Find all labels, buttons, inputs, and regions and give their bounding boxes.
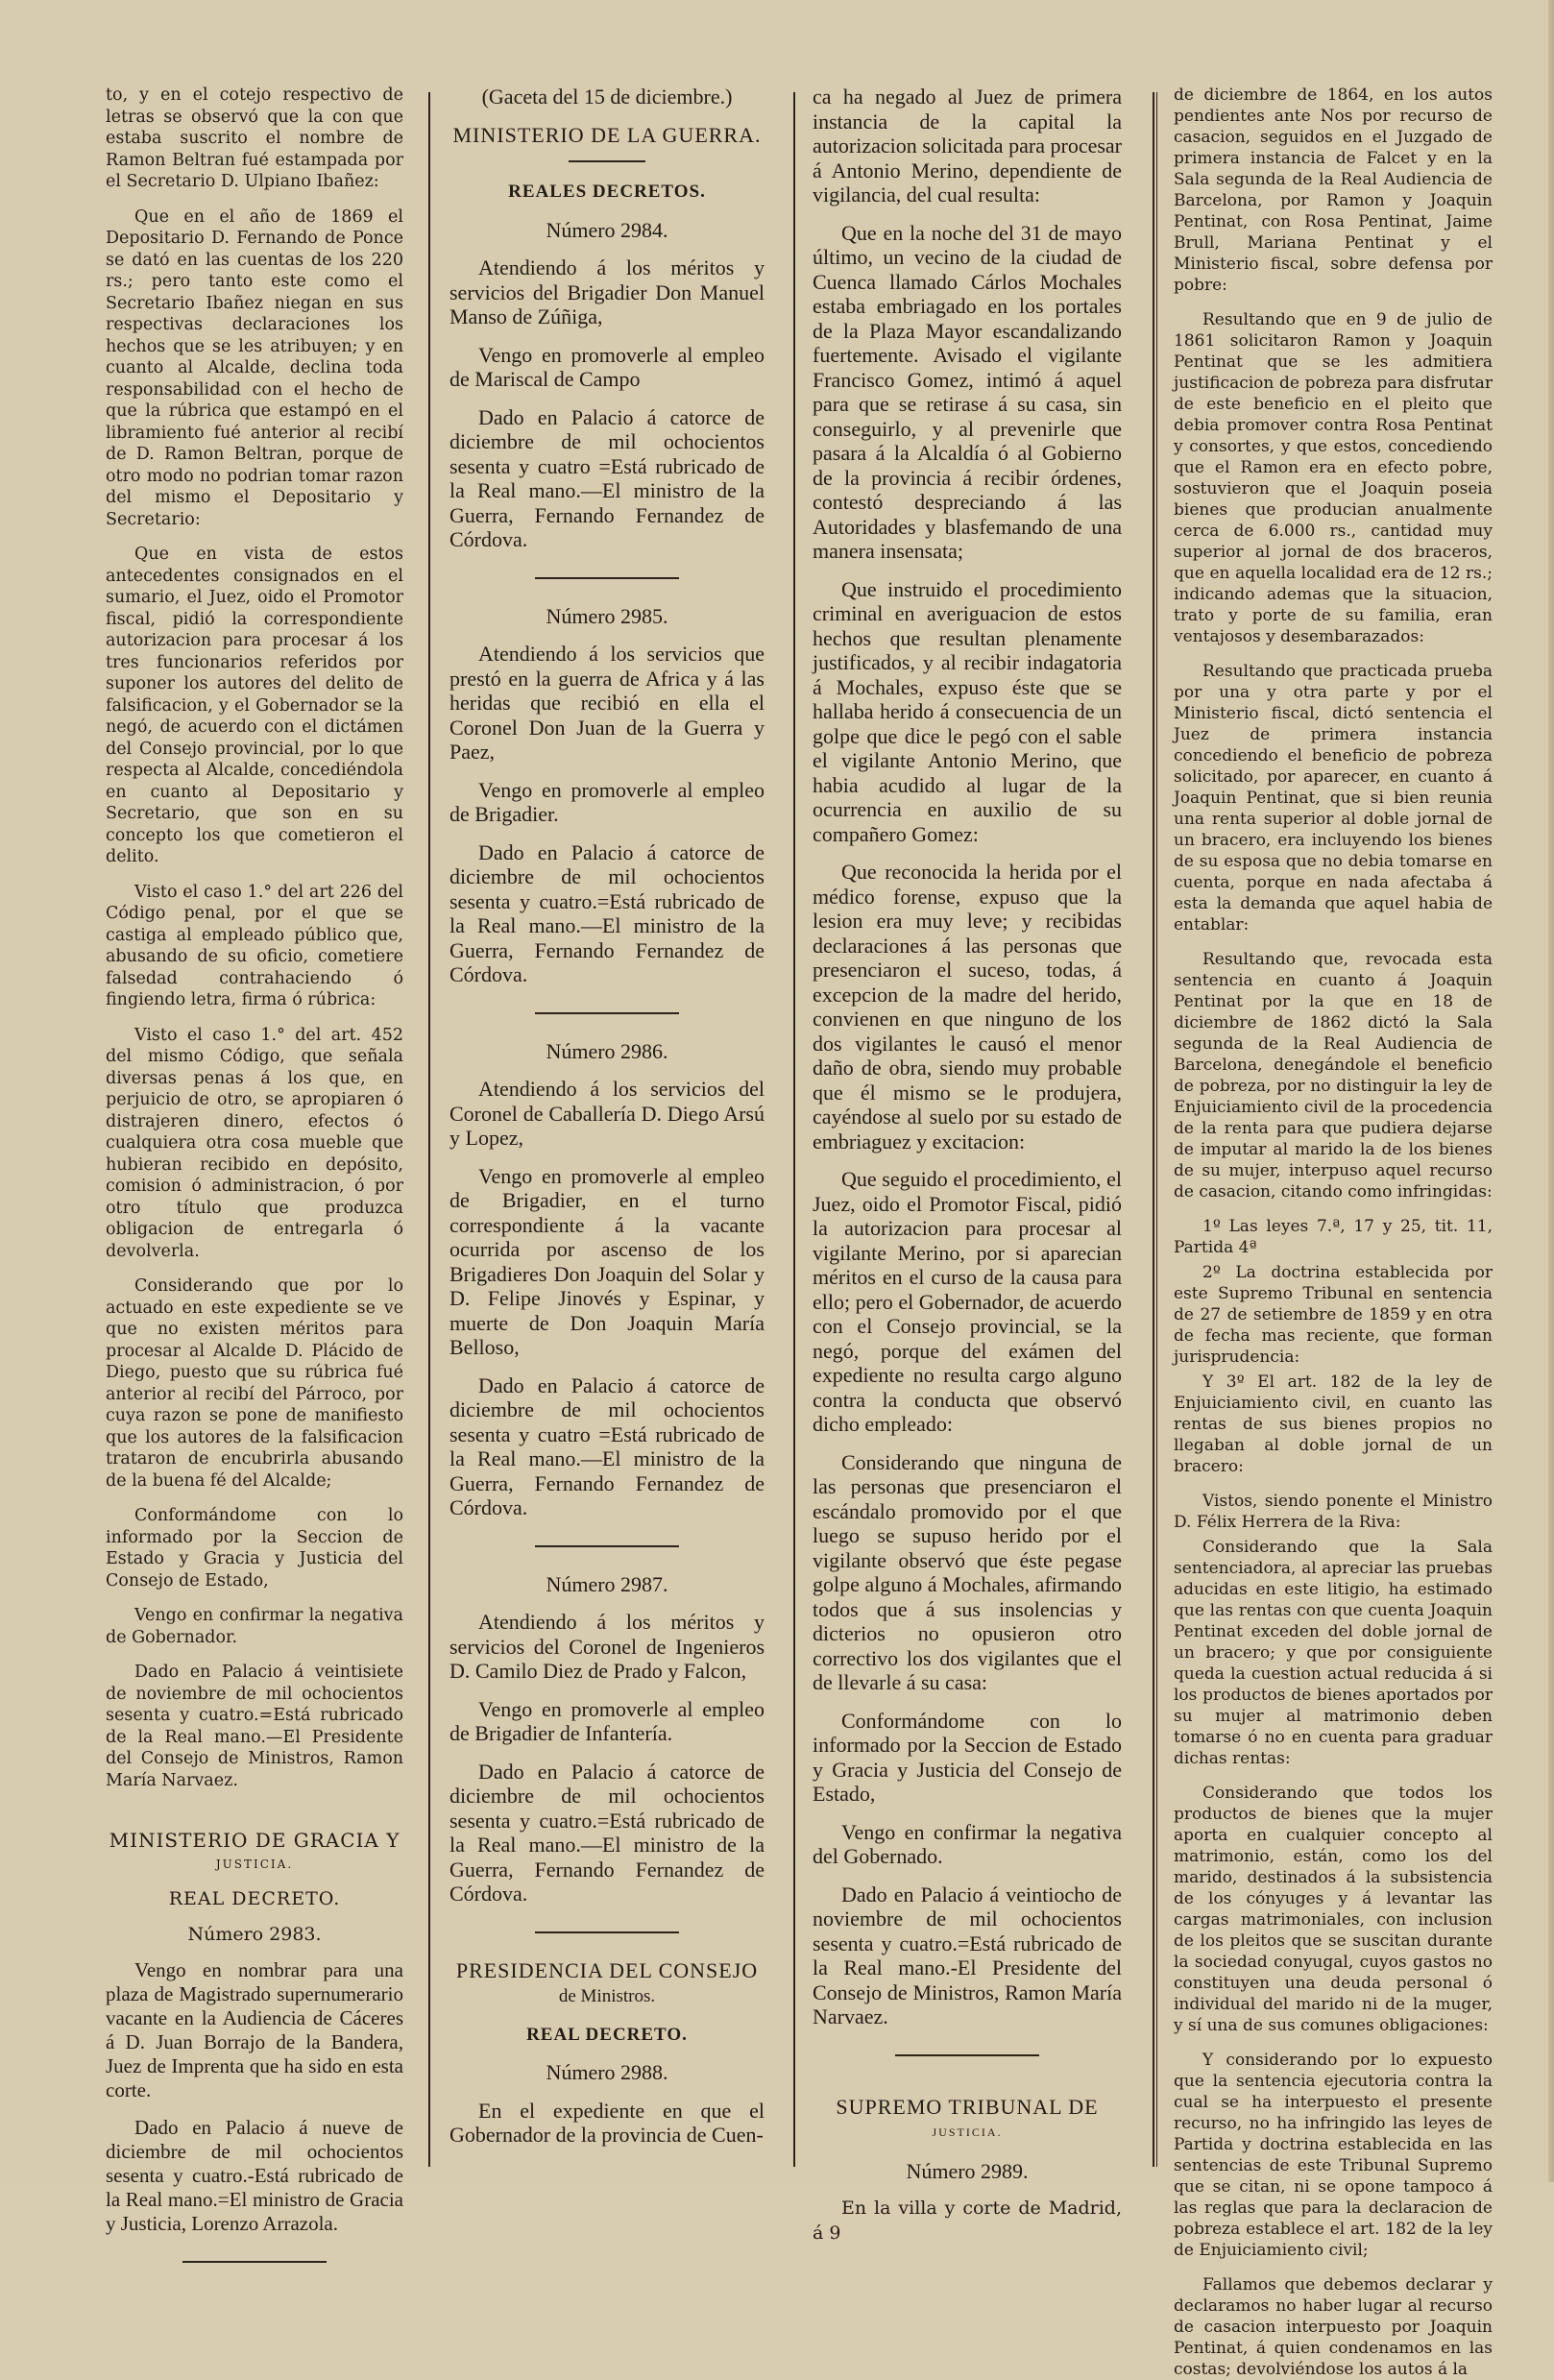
decree-number: Número 2987. <box>546 1571 668 1596</box>
paragraph: En el expediente en que el Gobernador de la provincia de Cuen- <box>449 2098 765 2147</box>
divider <box>535 1931 679 1933</box>
column-rule <box>428 92 430 2167</box>
decree-heading: REAL DECRETO. <box>168 1888 341 1909</box>
paragraph: Visto el caso 1.° del art 226 del Código penal, por el que se castiga al empleado público que, abusando de su oficio, cometiere falsedad contrahaciendo ó fingiendo letra, firma ó rúbrica: <box>106 882 403 1009</box>
column-2 <box>449 85 765 2169</box>
decree-number: Número 2985. <box>546 603 668 628</box>
paragraph: Vengo en nombrar para una plaza de Magistrado supernumerario vacante en la Audiencia de Cáceres á D. Juan Borrajo de la Bandera, Juez de Imprenta que ha sido en esta corte. <box>106 1958 403 2101</box>
decree-number: Número 2986. <box>546 1038 668 1063</box>
divider <box>535 1012 679 1014</box>
paragraph: Vengo en promoverle al empleo de Brigadier, en el turno correspondiente á la vacante ocurrida por ascenso de los Brigadieres Don Joaquin del Solar y D. Felipe Jinovés y Espinar, y muerte de Don Joaquin María Belloso, <box>449 1163 765 1359</box>
section-heading: PRESIDENCIA DEL CONSEJO <box>455 1957 759 1982</box>
section-heading: MINISTERIO DE GRACIA Y <box>109 1829 401 1852</box>
section-heading: MINISTERIO DE LA GUERRA. <box>452 122 762 147</box>
column-rule <box>1153 92 1154 2167</box>
decree-heading: REAL DECRETO. <box>526 2024 688 2045</box>
page-edge <box>1548 0 1554 2182</box>
paragraph: Que en el año de 1869 el Depositario D. Fernando de Ponce se dató en las cuentas de los 220 rs.; pero tanto este como el Secretario Ibañez niegan en sus respectivas declaraciones los hechos que se les atribuyen; y en cuanto al Alcalde, declina toda responsabilidad con el hecho de que la rúbrica que estampó en el libramiento fué anterior al recibí de D. Ramon Beltran, porque de otro modo no podrian tomar razon del mismo el Depositario y Secretario: <box>106 206 403 529</box>
paragraph: ca ha negado al Juez de primera instancia de la capital la autorizacion solicitada para procesar á Antonio Merino, dependiente de vigilancia, del cual resulta: <box>813 85 1122 206</box>
decree-number: Número 2984. <box>546 217 668 242</box>
divider <box>569 160 645 162</box>
paragraph: to, y en el cotejo respectivo de letras se observó que la con que estaba suscrito el nombre de Ramon Beltran fué estampada por el Secretario D. Ulpiano Ibañez: <box>106 85 403 191</box>
paragraph: Vengo en promoverle al empleo de Mariscal de Campo <box>449 342 765 391</box>
paragraph: Dado en Palacio á veintisiete de noviembre de mil ochocientos sesenta y cuatro.=Está rubricado de la Real mano.—El Presidente del Consejo de Ministros, Ramon María Narvaez. <box>106 1663 403 1790</box>
paragraph: Considerando que por lo actuado en este expediente se ve que no existen méritos para procesar al Alcalde D. Plácido de Diego, puesto que su rúbrica fué anterior al recibí del Párroco, por cuya razon se pone de manifiesto que los autores de la falsificacion trataron de encubrirla abusando de la buena fé del Alcalde; <box>106 1276 403 1491</box>
paragraph: Dado en Palacio á veintiocho de noviembre de mil ochocientos sesenta y cuatro.=Está rubricado de la Real mano.-El Presidente del Consejo de Ministros, Ramon María Narvaez. <box>813 1882 1122 2028</box>
decree-heading: REALES DECRETOS. <box>508 182 706 202</box>
decree-number: Número 2983. <box>187 1923 322 1945</box>
paragraph: Conformándome con lo informado por la Seccion de Estado y Gracia y Justicia del Consejo de Estado, <box>813 1708 1122 1806</box>
paragraph: Y considerando por lo expuesto que la sentencia ejecutoria contra la cual se ha interpuesto el presente recurso, no ha infringido las leyes de Partida y doctrina establecida en las sentencias de este Tribunal Supremo que se citan, ni se opone tampoco á las reglas que para la declaracion de pobreza establece el art. 182 de la ley de Enjuiciamiento civil; <box>1174 2051 1493 2260</box>
decree-number: Número 2989. <box>906 2158 1029 2183</box>
paragraph: Vengo en confirmar la negativa de Gobernador. <box>106 1606 403 1647</box>
paragraph: Que instruido el procedimiento criminal en averiguacion de estos hechos que resultan plenamente justificados, y al recibir indagatoria á Mochales, expuso éste que se hallaba herido á consecuencia de un golpe que dice le pegó con el sable el vigilante Antonio Merino, que habia acudido al lugar de la ocurrencia en auxilio de su compañero Gomez: <box>813 576 1122 846</box>
decree-number: Número 2988. <box>546 2060 668 2084</box>
paragraph: Atendiendo á los méritos y servicios del Brigadier Don Manuel Manso de Zúñiga, <box>449 255 765 328</box>
paragraph: Considerando que todos los productos de bienes que la mujer aporta en cualquier concepto al matrimonio, están, como los del marido, destinados á la subsistencia de los cónyuges y á levantar las cargas matrimoniales, con inclusion de los pleitos que se suscitan durante la sociedad conyugal, cuyos gastos no constituyen una deuda personal ó individual del marido ni de la muger, y sí una de sus comunes obligaciones: <box>1174 1784 1493 2035</box>
paragraph: Que reconocida la herida por el médico forense, expuso que la lesion era muy leve; y recibidas declaraciones á las personas que presenciaron el suceso, todas, á excepcion de la madre del herido, convienen en que ninguno de los dos vigilantes le causó el menor daño de obra, siendo muy probable que él mismo se le produjera, cayéndose al suelo por su estado de embriaguez y excitacion: <box>813 860 1122 1154</box>
paragraph: 2º La doctrina establecida por este Supremo Tribunal en sentencia de 27 de setiembre de 1859 y en otra de fecha mas reciente, que forman jurisprudencia: <box>1174 1263 1493 1367</box>
paragraph: Vengo en confirmar la negativa del Gobernado. <box>813 1819 1122 1868</box>
paragraph: Atendiendo á los servicios del Coronel de Caballería D. Diego Arsú y Lopez, <box>449 1077 765 1150</box>
paragraph: Que seguido el procedimiento, el Juez, oido el Promotor Fiscal, pidió la autorizacion para procesar al vigilante Merino, por si aparecian méritos en el curso de la causa para ello; pero el Gobernador, de acuerdo con el Consejo provincial, se la negó, porque del exámen del expediente no resulta cargo alguno contra la conducta que observó dicho empleado: <box>813 1167 1122 1436</box>
paragraph: Que en la noche del 31 de mayo último, un vecino de la ciudad de Cuenca llamado Cárlos Mochales estaba embriagado en los portales de la Plaza Mayor escandalizando fuertemente. Avisado el vigilante Francisco Gomez, intimó á aquel para que se retirase á su casa, sin conseguirlo, y al prevenirle que pasara á la Alcaldía ó al Gobierno de la provincia á recibir órdenes, contestó despreciando á las Autoridades y blasfemando de una manera insensata; <box>813 220 1122 563</box>
paragraph: Dado en Palacio á catorce de diciembre de mil ochocientos sesenta y cuatro.=Está rubricado de la Real mano.—El ministro de la Guerra, Fernando Fernandez de Córdova. <box>449 839 765 986</box>
paragraph: Vengo en promoverle al empleo de Brigadier. <box>449 777 765 826</box>
column-4 <box>1174 85 1493 2379</box>
paragraph: Y 3º El art. 182 de la ley de Enjuiciamiento civil, en cuanto las rentas de sus bienes propios no llegaban al doble jornal de un bracero: <box>1174 1372 1493 1476</box>
paragraph: Dado en Palacio á catorce de diciembre de mil ochocientos sesenta y cuatro.=Está rubricado de la Real mano.—El ministro de la Guerra, Fernando Fernandez de Córdova. <box>449 1759 765 1906</box>
paragraph: Vistos, siendo ponente el Ministro D. Félix Herrera de la Riva: <box>1174 1492 1493 1532</box>
paragraph: 1º Las leyes 7.ª, 17 y 25, tit. 11, Partida 4ª <box>1174 1217 1493 1257</box>
paragraph: Visto el caso 1.° del art. 452 del mismo Código, que señala diversas penas á los que, en perjuicio de otro, se apropiaren ó distrajeren dinero, efectos ó cualquiera otra cosa mueble que hubieran recibido en depósito, comision ó administracion, ó por otro título que produzca obligacion de entregarla ó devolverla. <box>106 1025 403 1261</box>
column-1 <box>106 85 403 2235</box>
section-heading: SUPREMO TRIBUNAL DE <box>836 2094 1099 2119</box>
paragraph: Conformándome con lo informado por la Seccion de Estado y Gracia y Justicia del Consejo de Estado, <box>106 1506 403 1591</box>
paragraph: Considerando que la Sala sentenciadora, al apreciar las pruebas aducidas en este litigio, ha estimado que las rentas con que cuenta Joaquin Pentinat exceden del doble jornal de un bracero; y que por consiguiente queda la cuestion actual reducida á si los productos de bienes aportados por su mujer al matrimonio deben tomarse ó no en cuenta para graduar dichas rentas: <box>1174 1538 1493 1768</box>
paragraph: Vengo en promoverle al empleo de Brigadier de Infantería. <box>449 1696 765 1745</box>
paragraph: Dado en Palacio á catorce de diciembre de mil ochocientos sesenta y cuatro =Está rubricado de la Real mano.—El ministro de la Guerra, Fernando Fernandez de Córdova. <box>449 1372 765 1519</box>
paragraph: Que en vista de estos antecedentes consignados en el sumario, el Juez, oido el Promotor fiscal, pidió la correspondiente autorizacion para procesar á los tres funcionarios referidos por suponer los autores del delito de falsificacion, y el Gobernador se la negó, de acuerdo con el dictámen del Consejo provincial, por lo que respecta al Alcalde, concediéndola en cuanto al Depositario y Secretario, que son en su concepto los que cometieron el delito. <box>106 545 403 866</box>
paragraph: Considerando que ninguna de las personas que presenciaron el escándalo promovido por el que luego se supuso herido por el vigilante observó que éste pegase golpe alguno á Mochales, afirmando todos que á sus insolencias y dicterios no opusieron otro correctivo los dos vigilantes que el de llevarle á su casa: <box>813 1449 1122 1694</box>
paragraph: En la villa y corte de Madrid, á 9 <box>813 2198 1122 2244</box>
column-3 <box>813 85 1122 2244</box>
paragraph: Resultando que en 9 de julio de 1861 solicitaron Ramon y Joaquin Pentinat que se les admitiera justificacion de pobreza para disfrutar de este beneficio en el pleito que debia promover contra Rosa Pentinat y consortes, y que estos, concediendo que el Ramon era en efecto pobre, sostuvieron que el Joaquin poseia bienes que producian anualmente cerca de 6.000 rs., cantidad muy superior al jornal de dos braceros, que en aquella localidad era de 12 rs.; indicando ademas que la situacion, trato y porte de su familia, eran ventajosos y desembarazados: <box>1174 310 1493 646</box>
divider <box>895 2054 1039 2056</box>
divider <box>182 2261 327 2263</box>
paragraph: de diciembre de 1864, en los autos pendientes ante Nos por recurso de casacion, seguidos en el Juzgado de primera instancia de Falcet y en la Sala segunda de la Real Audiencia de Barcelona, por Ramon y Joaquin Pentinat, con Rosa Pentinat, Jaime Brull, Mariana Pentinat y el Ministerio fiscal, sobre defensa por pobre: <box>1174 85 1493 295</box>
column-rule <box>1156 92 1157 2167</box>
paragraph: Fallamos que debemos declarar y declaramos no haber lugar al recurso de casacion interpuesto por Joaquin Pentinat, á quien condenamos en las costas; devolviéndose los autos á la <box>1174 2275 1493 2379</box>
paragraph: Resultando que, revocada esta sentencia en cuanto á Joaquin Pentinat por la que en 18 de diciembre de 1862 dictó la Sala segunda de la Real Audiencia de Barcelona, denegándole el beneficio de pobreza, por no distinguir la ley de Enjuiciamiento civil de la procedencia de la renta para que pudiera dejarse de imputar al marido la de los bienes de su mujer, interpuso aquel recurso de casacion, citando como infringidas: <box>1174 950 1493 1202</box>
paragraph: Atendiendo á los méritos y servicios del Coronel de Ingenieros D. Camilo Diez de Prado y Falcon, <box>449 1610 765 1683</box>
paragraph: Resultando que practicada prueba por una y otra parte y por el Ministerio fiscal, dictó sentencia el Juez de primera instancia concediendo el beneficio de pobreza solicitado, por aparecer, en cuanto á Joaquin Pentinat, que si bien reunia una renta superior al doble jornal de un bracero, era incluyendo los bienes de su esposa que no debia tomarse en cuenta, porque en nada afectaba á esta la demanda que aquel habia de entablar: <box>1174 662 1493 935</box>
paragraph: Atendiendo á los servicios que prestó en la guerra de Africa y á las heridas que recibió en ella el Coronel Don Juan de la Guerra y Paez, <box>449 642 765 764</box>
divider <box>535 1545 679 1547</box>
paragraph: Dado en Palacio á nueve de diciembre de mil ochocientos sesenta y cuatro.-Está rubricado de la Real mano.=El ministro de Gracia y Justicia, Lorenzo Arrazola. <box>106 2116 403 2235</box>
column-rule <box>793 92 795 2167</box>
section-subheading: JUSTICIA. <box>215 1857 294 1871</box>
section-subheading: JUSTICIA. <box>932 2125 1003 2139</box>
section-subheading: de Ministros. <box>558 1986 656 2006</box>
gazette-date: (Gaceta del 15 de diciembre.) <box>481 85 733 109</box>
divider <box>535 577 679 579</box>
paragraph: Dado en Palacio á catorce de diciembre de mil ochocientos sesenta y cuatro =Está rubricado de la Real mano.—El ministro de la Guerra, Fernando Fernandez de Córdova. <box>449 404 765 551</box>
